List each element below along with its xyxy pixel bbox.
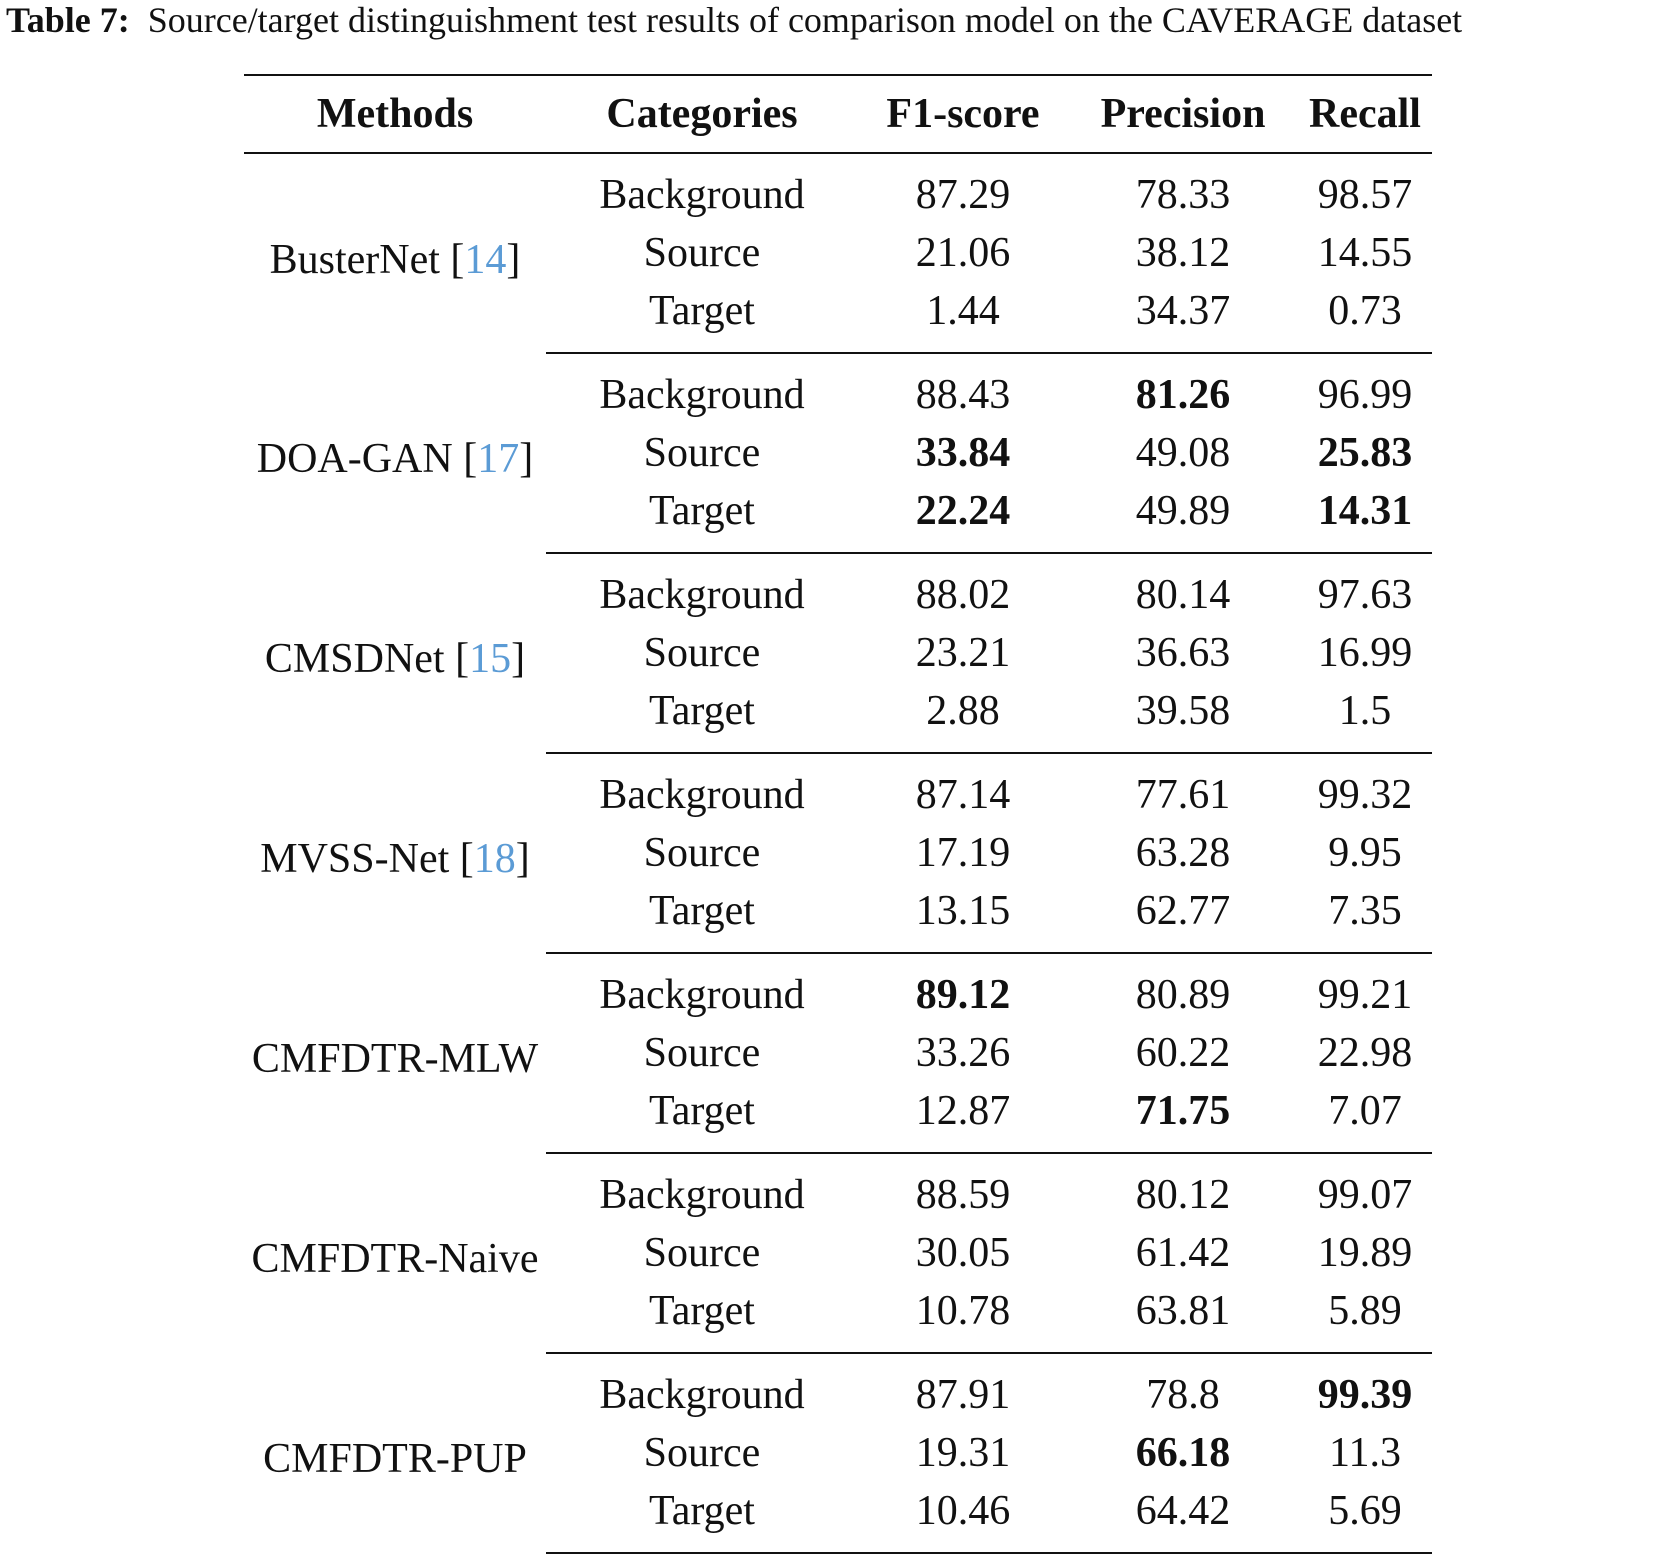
precision-cell: 60.22	[1135, 1030, 1231, 1076]
method-name: DOA-GAN	[256, 436, 453, 482]
f1-cell: 13.15	[858, 882, 1068, 953]
f1-cell: 33.84	[915, 430, 1011, 476]
recall-cell: 96.99	[1317, 372, 1413, 418]
recall-cell: 5.69	[1298, 1482, 1432, 1553]
table-row	[244, 353, 1432, 424]
header-methods: Methods	[244, 75, 546, 153]
method-name: CMFDTR-PUP	[263, 1436, 527, 1482]
table-body	[244, 153, 1432, 1553]
f1-cell: 1.44	[858, 282, 1068, 353]
header-f1-score: F1-score	[858, 75, 1068, 153]
table-row	[244, 1353, 1432, 1424]
category-cell: Source	[643, 430, 761, 476]
recall-cell: 99.07	[1317, 1172, 1413, 1218]
f1-cell: 33.26	[915, 1030, 1011, 1076]
f1-cell: 10.46	[858, 1482, 1068, 1553]
table-row	[244, 1153, 1432, 1224]
category-cell: Target	[546, 482, 858, 553]
f1-cell: 89.12	[915, 972, 1011, 1018]
recall-cell: 14.31	[1298, 482, 1432, 553]
method-cell: CMSDNet [15]	[264, 636, 526, 682]
category-cell: Source	[643, 1030, 761, 1076]
f1-cell: 30.05	[915, 1230, 1011, 1276]
category-cell: Target	[546, 282, 858, 353]
citation-link[interactable]: 14	[464, 236, 507, 283]
table-row	[244, 153, 1432, 224]
category-cell: Background	[599, 1172, 805, 1218]
f1-cell: 22.24	[858, 482, 1068, 553]
method-name: BusterNet	[269, 236, 440, 283]
precision-cell: 78.33	[1135, 172, 1231, 218]
method-cell	[244, 1353, 546, 1553]
category-cell: Target	[546, 1482, 858, 1553]
table-row	[244, 953, 1432, 1024]
category-cell: Background	[599, 372, 805, 418]
method-cell: BusterNet [14]	[269, 236, 521, 283]
precision-cell: 64.42	[1068, 1482, 1298, 1553]
citation-link[interactable]: 17	[477, 436, 520, 482]
f1-cell: 2.88	[858, 682, 1068, 753]
recall-cell: 25.83	[1317, 430, 1413, 476]
method-cell: MVSS-Net [18]	[260, 836, 530, 882]
precision-cell: 39.58	[1068, 682, 1298, 753]
recall-cell: 99.32	[1317, 772, 1413, 818]
citation-link[interactable]: 15	[469, 636, 512, 682]
header-categories: Categories	[546, 75, 858, 153]
category-cell: Background	[599, 972, 805, 1018]
method-cell: DOA-GAN [17]	[256, 436, 534, 482]
table-row	[244, 553, 1432, 624]
category-cell: Source	[643, 230, 761, 276]
f1-cell: 12.87	[858, 1082, 1068, 1153]
caption-text: Source/target distinguishment test results of comparison model on the CAVERAGE dataset	[147, 0, 1463, 40]
method-name: CMFDTR-Naive	[251, 1236, 539, 1282]
precision-cell: 80.14	[1135, 572, 1231, 618]
precision-cell: 36.63	[1135, 630, 1231, 676]
recall-cell: 99.39	[1317, 1372, 1413, 1418]
recall-cell: 7.35	[1298, 882, 1432, 953]
f1-cell: 87.14	[915, 772, 1011, 818]
category-cell: Source	[643, 630, 761, 676]
recall-cell: 19.89	[1317, 1230, 1413, 1276]
category-cell: Target	[546, 1282, 858, 1353]
recall-cell: 22.98	[1317, 1030, 1413, 1076]
f1-cell: 88.02	[915, 572, 1011, 618]
precision-cell: 81.26	[1135, 372, 1231, 418]
f1-cell: 87.29	[915, 172, 1011, 218]
precision-cell: 34.37	[1068, 282, 1298, 353]
category-cell: Background	[599, 772, 805, 818]
header-precision: Precision	[1068, 75, 1298, 153]
recall-cell: 14.55	[1317, 230, 1413, 276]
f1-cell: 21.06	[915, 230, 1011, 276]
header-recall: Recall	[1298, 75, 1432, 153]
category-cell: Background	[599, 1372, 805, 1418]
results-table	[244, 74, 1432, 1554]
citation-link[interactable]: 18	[473, 836, 516, 882]
category-cell: Target	[546, 882, 858, 953]
f1-cell: 88.43	[915, 372, 1011, 418]
table-row	[244, 753, 1432, 824]
precision-cell: 66.18	[1135, 1430, 1231, 1476]
table-header	[244, 75, 1432, 153]
method-cell	[244, 953, 546, 1153]
precision-cell: 38.12	[1135, 230, 1231, 276]
f1-cell: 88.59	[915, 1172, 1011, 1218]
recall-cell: 98.57	[1317, 172, 1413, 218]
precision-cell: 49.89	[1068, 482, 1298, 553]
recall-cell: 16.99	[1317, 630, 1413, 676]
precision-cell: 77.61	[1135, 772, 1231, 818]
recall-cell: 7.07	[1298, 1082, 1432, 1153]
f1-cell: 87.91	[915, 1372, 1011, 1418]
f1-cell: 10.78	[858, 1282, 1068, 1353]
precision-cell: 49.08	[1135, 430, 1231, 476]
recall-cell: 11.3	[1329, 1430, 1401, 1476]
recall-cell: 0.73	[1298, 282, 1432, 353]
precision-cell: 71.75	[1068, 1082, 1298, 1153]
f1-cell: 19.31	[915, 1430, 1011, 1476]
precision-cell: 63.28	[1135, 830, 1231, 876]
precision-cell: 61.42	[1135, 1230, 1231, 1276]
f1-cell: 17.19	[915, 830, 1011, 876]
caption-label: Table 7:	[6, 0, 130, 40]
precision-cell: 80.89	[1135, 972, 1231, 1018]
precision-cell: 63.81	[1068, 1282, 1298, 1353]
table-caption	[6, 0, 1462, 40]
method-name: CMSDNet	[264, 636, 445, 682]
method-name: CMFDTR-MLW	[251, 1036, 539, 1082]
category-cell: Background	[599, 572, 805, 618]
recall-cell: 1.5	[1298, 682, 1432, 753]
category-cell: Source	[643, 1230, 761, 1276]
category-cell: Background	[599, 172, 805, 218]
method-cell	[244, 1153, 546, 1353]
recall-cell: 97.63	[1317, 572, 1413, 618]
method-name: MVSS-Net	[260, 836, 450, 882]
category-cell: Source	[643, 830, 761, 876]
precision-cell: 78.8	[1146, 1372, 1220, 1418]
recall-cell: 99.21	[1317, 972, 1413, 1018]
recall-cell: 5.89	[1298, 1282, 1432, 1353]
category-cell: Source	[643, 1430, 761, 1476]
category-cell: Target	[546, 1082, 858, 1153]
precision-cell: 80.12	[1135, 1172, 1231, 1218]
recall-cell: 9.95	[1328, 830, 1402, 876]
category-cell: Target	[546, 682, 858, 753]
precision-cell: 62.77	[1068, 882, 1298, 953]
f1-cell: 23.21	[915, 630, 1011, 676]
